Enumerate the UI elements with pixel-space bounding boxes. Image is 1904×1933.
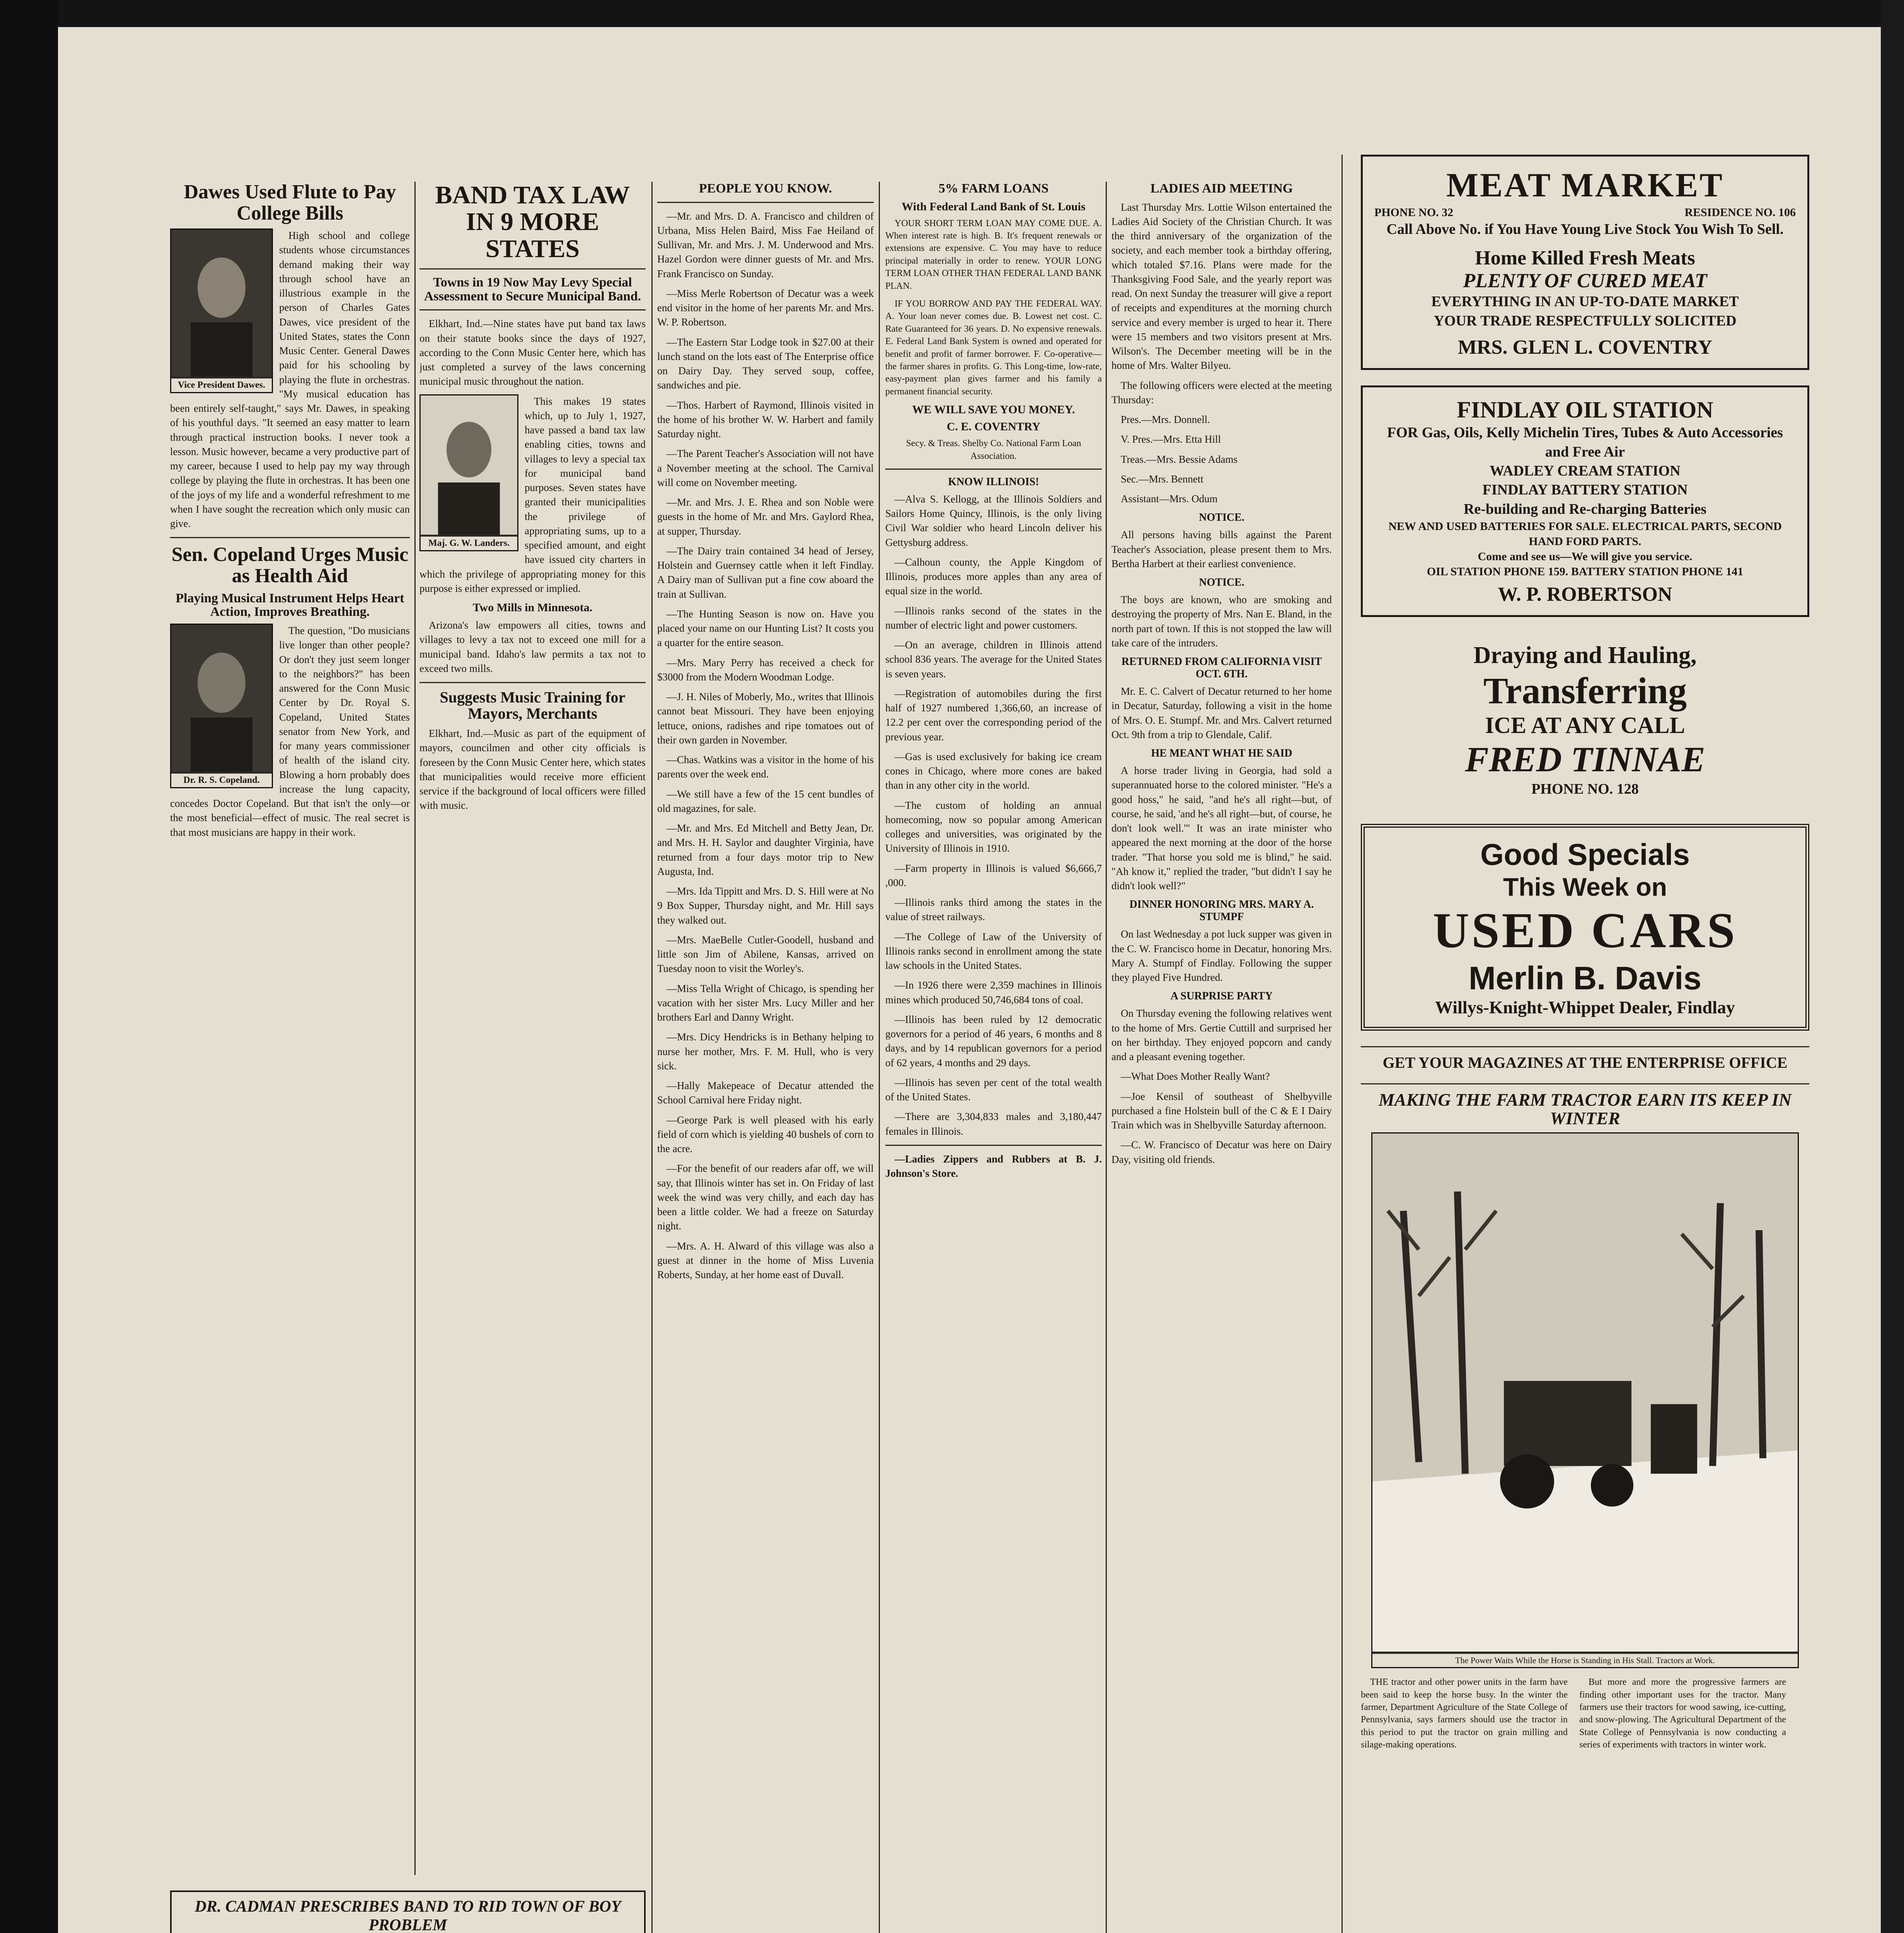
list-item: Treas.—Mrs. Bessie Adams	[1121, 453, 1238, 465]
copeland-body: The question, "Do musicians live longer than other people? Or don't they just seem longer to the neighbors?" has been answered for the Conn Music Center by Dr. Royal S. Copeland, United States senator from New York, and for many years commissioner of health of the island city. Blowing a horn probably does increase the lung capacity, concedes Doctor Copeland. But that isn't the only—or the most beneficial—effect of music. The real secret is that most musicians are happy in their work.	[170, 625, 410, 838]
dinner-body: On last Wednesday a pot luck supper was given in the C. W. Francisco home in Decatur, honoring Mrs. Mary A. Stumpf of Findlay. Following the supper they played Five Hundred.	[1111, 928, 1332, 984]
cadman-headline: DR. CADMAN PRESCRIBES BAND TO RID TOWN OF BOY PROBLEM	[170, 1890, 646, 1933]
notice-headline: NOTICE.	[1199, 511, 1244, 524]
list-item: —Calhoun county, the Apple Kingdom of Illinois, produces more apples than any area of equal size in the world.	[885, 556, 1102, 597]
list-item: Pres.—Mrs. Donnell.	[1121, 414, 1210, 426]
list-item: Assistant—Mrs. Odum	[1121, 493, 1218, 505]
tractor-body: THE tractor and other power units in the farm have been said to keep the horse busy. In the winter the farmer, Department Agriculture of the State College of Pennsylvania, says farmers should use the tractor in this period to put the tractor on grain milling and silage-making operations.	[1361, 1677, 1568, 1750]
column-2	[419, 182, 646, 1883]
list-item: —Gas is used exclusively for baking ice cream cones in Chicago, where more cones are baked than in any other city in the world.	[885, 750, 1102, 791]
copeland-headline: Sen. Copeland Urges Music as Health Aid	[171, 544, 409, 587]
list-item: —Mrs. MaeBelle Cutler-Goodell, husband and little son Jim of Abilene, Kansas, arrived on Tuesday noon to visit the Worley's.	[657, 934, 874, 975]
music-training-headline: Suggests Music Training for Mayors, Merchants	[440, 689, 626, 723]
list-item: —Hally Makepeace of Decatur attended the School Carnival here Friday night.	[657, 1080, 874, 1106]
meat-phone: PHONE NO. 32	[1374, 206, 1454, 219]
list-item: —Mr. and Mrs. D. A. Francisco and children of Urbana, Miss Helen Baird, Miss Fae Heiland of Sullivan, Mr. and Mrs. J. M. Underwood and Mrs. Hazel Gordon were dinner guests of Mr. and Mrs. Frank Francisco on Sunday.	[657, 210, 874, 280]
meat-line-3: PLENTY OF CURED MEAT	[1463, 270, 1707, 292]
list-item: —What Does Mother Really Want?	[1121, 1070, 1270, 1082]
scan-border-top	[0, 0, 1904, 27]
dawes-body: High school and college students whose circumstances demand making their way through school have an illustrious example in the person of Charles Gates Dawes, vice president of the United States, states the Conn Music Center. General Dawes paid for his schooling by playing the flute in orchestras. "My musical education has been entirely self-taught," says Mr. Dawes, in speaking of his youthful days. "It seemed an easy matter to learn through practical instruction books. I never took a lesson. Music however, became a very productive part of my career, because I used to help pay my way through college by playing the flute in orchestras. It has been one of the joys of my life and a wonderful refreshment to me when I have sought the recreation which only music can give.	[170, 230, 410, 530]
magazines-notice: GET YOUR MAGAZINES AT THE ENTERPRISE OFFICE	[1382, 1053, 1788, 1071]
list-item: —Alva S. Kellogg, at the Illinois Soldiers and Sailors Home Quincy, Illinois, is the only living Civil War soldier who heard Lincoln deliver his Gettysburg address.	[885, 493, 1102, 548]
tractor-body-2: But more and more the progressive farmers are finding other important uses for the tractor. Many farmers use their tractors for wood sawing, ice-cutting, and snow-plowing. The Agricultural Department of the State College of Pennsylvania is now conducting a series of experiments with tractors in winter work.	[1579, 1677, 1786, 1750]
dray-owner: FRED TINNAE	[1465, 740, 1705, 779]
surprise-party-headline: A SURPRISE PARTY	[1170, 990, 1273, 1002]
meat-owner: MRS. GLEN L. COVENTRY	[1457, 336, 1713, 359]
know-illinois-list	[885, 492, 1102, 1139]
list-item: —J. H. Niles of Moberly, Mo., writes that Illinois cannot beat Missouri. They have been enjoying lettuce, onions, radishes and ripe tomatoes out of their own garden in November.	[657, 691, 874, 746]
california-body: Mr. E. C. Calvert of Decatur returned to her home in Decatur, Saturday, following a visit in the home of Mrs. O. E. Stumpf. Mr. and Mrs. Calvert returned Oct. 9th from a trip to Glendale, Calif.	[1111, 685, 1332, 740]
officers-list	[1111, 413, 1332, 506]
column-5	[1111, 182, 1332, 1933]
dinner-headline: DINNER HONORING MRS. MARY A. STUMPF	[1129, 898, 1314, 923]
portrait-icon	[171, 625, 272, 772]
tractor-photo	[1371, 1132, 1799, 1668]
band-tax-body-2: This makes 19 states which, up to July 1, 1927, have passed a band tax law enabling cities, towns and villages to levy a special tax for municipal band purposes. Seven states have granted their municipalities the privilege of appropriating sums, up to a specified amount, and eight have issued city charters in which the privilege of appropriating money for this purpose is either expressed or implied.	[419, 395, 646, 594]
list-item: —George Park is well pleased with his early field of corn which is yielding 40 bushels of corn to the acre.	[657, 1114, 874, 1155]
meat-line-1: Call Above No. if You Have Young Live Stock You Wish To Sell.	[1386, 221, 1784, 237]
notice-body-2: The boys are known, who are smoking and destroying the property of Mrs. Nan E. Bland, in the north part of town. If this is not stopped the law will take care of the intruders.	[1111, 594, 1332, 649]
list-item: —Miss Tella Wright of Chicago, is spending her vacation with her sister Mrs. Lucy Miller and her brothers Earl and Danny Wright.	[657, 982, 874, 1023]
divider	[419, 268, 646, 269]
dawes-photo-caption: Vice President Dawes.	[171, 378, 272, 392]
used-cars-ad	[1361, 824, 1809, 1031]
list-item: —Mrs. Ida Tippitt and Mrs. D. S. Hill were at No 9 Box Supper, Thursday night, and Mr. Hill says they walked out.	[657, 885, 874, 926]
farm-loans-subhead: With Federal Land Bank of St. Louis	[902, 200, 1086, 213]
list-item: —Illinois ranks third among the states in the value of street railways.	[885, 897, 1102, 923]
column-rule	[651, 182, 653, 1933]
know-illinois-headline: KNOW ILLINOIS!	[948, 476, 1039, 488]
copeland-photo-caption: Dr. R. S. Copeland.	[171, 774, 272, 787]
ladies-aid-body: Last Thursday Mrs. Lottie Wilson entertained the Ladies Aid Society of the Christian Church. It was the third anniversary of the organization of the society, and each member took a birthday offering, which totaled $7.16. Plans were made for the Thanksgiving Food Sale, and the yearly report was read. On next Sunday the treasurer will give a report of receipts and expenditures at the morning church service and every member is urged to hear it. There were 15 members and two visitors present at Mrs. Wilson's. The December meeting will be in the home of Mrs. Walter Bilyeu.	[1111, 201, 1332, 372]
meat-line-5: YOUR TRADE RESPECTFULLY SOLICITED	[1434, 312, 1737, 329]
column-rule	[1106, 182, 1107, 1933]
agent-title: Secy. & Treas. Shelby Co. National Farm Loan Association.	[906, 438, 1081, 461]
column-1	[170, 182, 410, 1883]
list-item: —On an average, children in Illinois attend school 836 years. The average for the United States is seven years.	[885, 639, 1102, 680]
oil-line-7: OIL STATION PHONE 159. BATTERY STATION PHONE 141	[1427, 565, 1744, 578]
advertisements-column	[1361, 155, 1809, 1756]
meat-line-2: Home Killed Fresh Meats	[1475, 247, 1695, 269]
landers-photo	[419, 394, 518, 551]
meat-residence: RESIDENCE NO. 106	[1684, 206, 1796, 219]
farm-loans-body: YOUR SHORT TERM LOAN MAY COME DUE. A. When interest rate is high. B. It's frequent renewals or extensions are expensive. C. You may have to reduce principal materially in order to renew. YOUR LONG TERM LOAN OTHER THAN FEDERAL LAND BANK PLAN.	[885, 218, 1102, 291]
cadman-story	[170, 1890, 646, 1933]
band-tax-body-3: Arizona's law empowers all cities, towns and villages to levy a tax not to exceed one mill for a municipal band. Idaho's law permits a tax not to exceed two mills.	[419, 619, 646, 674]
column-rule	[414, 182, 416, 1875]
list-item: Sec.—Mrs. Bennett	[1121, 473, 1203, 485]
oil-station-ad	[1361, 385, 1809, 617]
list-item: —Farm property in Illinois is valued $6,666,7 ,000.	[885, 862, 1102, 888]
oil-line-1: FOR Gas, Oils, Kelly Michelin Tires, Tubes & Auto Accessories and Free Air	[1387, 424, 1783, 460]
divider	[170, 537, 410, 538]
tractor-caption: The Power Waits While the Horse is Standing in His Stall. Tractors at Work.	[1372, 1654, 1798, 1667]
col5-short-items	[1111, 1069, 1332, 1167]
dray-line-2: Transferring	[1483, 670, 1687, 712]
list-item: —The Parent Teacher's Association will not have a November meeting at the school. The Carnival will come on November meeting.	[657, 448, 874, 488]
divider	[1361, 1046, 1809, 1047]
zippers-notice: —Ladies Zippers and Rubbers at B. J. Johnson's Store.	[885, 1153, 1102, 1180]
farm-loans-body-2: IF YOU BORROW AND PAY THE FEDERAL WAY. A. Your loan never comes due. B. Lowest net cost. C. Rate Guaranteed for 36 years. D. No expensive renewals. E. Federal Land Bank System is owned and operated for benefit and profit of farmer borrower. F. Co-operative—the farmer shares in profits. G. This Long-time, low-rate, easy-payment plan gives farmer and his family a permanent financial security.	[885, 299, 1102, 397]
music-training-body: Elkhart, Ind.—Music as part of the equipment of mayors, councilmen and other city officials is foreseen by the Conn Music Center here, which states that municipalities would receive more efficient service if the background of local officers were filled with music.	[419, 728, 646, 811]
divider	[885, 469, 1102, 470]
divider	[657, 202, 874, 203]
column-3	[657, 182, 874, 1933]
tractor-headline: MAKING THE FARM TRACTOR EARN ITS KEEP IN WINTER	[1378, 1089, 1792, 1128]
winter-farm-icon	[1372, 1134, 1798, 1652]
list-item: —Mrs. A. H. Alward of this village was also a guest at dinner in the home of Miss Luvenia Roberts, Sunday, at her home east of Duvall.	[657, 1240, 874, 1281]
list-item: —We still have a few of the 15 cent bundles of old magazines, for sale.	[657, 788, 874, 814]
cars-line-2: This Week on	[1503, 872, 1667, 901]
list-item: —Registration of automobiles during the first half of 1927 numbered 1,366,60, an increase of 12.2 per cent over the corresponding period of the previous year.	[885, 687, 1102, 743]
list-item: V. Pres.—Mrs. Etta Hill	[1121, 433, 1221, 445]
agent-name: C. E. COVENTRY	[946, 420, 1041, 433]
people-you-know-list	[657, 209, 874, 1282]
notice-headline-2: NOTICE.	[1199, 576, 1244, 589]
oil-line-2: WADLEY CREAM STATION	[1490, 462, 1681, 479]
cars-line-1: Good Specials	[1480, 837, 1690, 871]
divider	[419, 682, 646, 683]
horse-trader-body: A horse trader living in Georgia, had sold a superannuated horse to the colored minister. "He's a good hoss," he said, "and he's all right—but, of course, he said, 'and he's all right—but, of course, he don't look well.'" It was an irate minister who appeared the next morning at the door of the horse trader. "That horse you sold me is blind," he said. "Ah know it," replied the trader, "but didn't I say he didn't look well?"	[1111, 765, 1332, 892]
oil-line-5: NEW AND USED BATTERIES FOR SALE. ELECTRICAL PARTS, SECOND HAND FORD PARTS.	[1388, 520, 1782, 548]
list-item: —The Hunting Season is now on. Have you placed your name on our Hunting List? It costs you a quarter for the entire season.	[657, 608, 874, 649]
list-item: —The custom of holding an annual homecoming, now so popular among American colleges and universities, was originated by the University of Illinois in 1910.	[885, 799, 1102, 854]
column-rule	[1341, 155, 1343, 1933]
minnesota-subhead: Two Mills in Minnesota.	[472, 601, 593, 614]
list-item: —Illinois ranks second of the states in the number of electric light and power customers.	[885, 605, 1102, 631]
list-item: —The Eastern Star Lodge took in $27.00 at their lunch stand on the lots east of The Enterprise office on Dairy Day. They served soup, coffee, sandwiches and pie.	[657, 336, 874, 391]
divider	[419, 309, 646, 310]
draying-ad	[1361, 632, 1809, 808]
oil-line-6: Come and see us—We will give you service.	[1478, 550, 1693, 563]
column-4	[885, 182, 1102, 1933]
dawes-headline: Dawes Used Flute to Pay College Bills	[184, 182, 396, 224]
landers-photo-caption: Maj. G. W. Landers.	[421, 537, 517, 550]
list-item: —The Dairy train contained 34 head of Jersey, Holstein and Guernsey cattle when it left Findlay. A Dairy man of Sullivan put a fine cow aboard the train at Sullivan.	[657, 545, 874, 600]
meat-line-4: EVERYTHING IN AN UP-TO-DATE MARKET	[1431, 293, 1739, 310]
divider	[1361, 1083, 1809, 1084]
list-item: —Mr. and Mrs. Ed Mitchell and Betty Jean, Dr. and Mrs. H. H. Saylor and daughter Virginia, have returned from a four days motor trip to New Augusta, Ind.	[657, 822, 874, 877]
list-item: —In 1926 there were 2,359 machines in Illinois mines which produced 50,746,684 tons of coal.	[885, 979, 1102, 1006]
portrait-icon	[421, 395, 517, 535]
list-item: —For the benefit of our readers afar off, we will say, that Illinois winter has set in. On Friday of last week the wind was very chilly, and each day has been a little colder. We had a freeze on Saturday night.	[657, 1163, 874, 1232]
oil-line-3: FINDLAY BATTERY STATION	[1482, 482, 1688, 498]
list-item: —There are 3,304,833 males and 3,180,447 females in Illinois.	[885, 1111, 1102, 1137]
dray-line-1: Draying and Hauling,	[1473, 642, 1697, 669]
meat-market-ad	[1361, 155, 1809, 370]
list-item: —Illinois has been ruled by 12 democratic governors for a period of 46 years, 6 months and 8 days, and by 14 republican governors for a period of 62 years, 4 months and 29 days.	[885, 1013, 1102, 1069]
cars-line-4: Willys-Knight-Whippet Dealer, Findlay	[1435, 997, 1735, 1017]
divider	[885, 1145, 1102, 1146]
list-item: —Mr. and Mrs. J. E. Rhea and son Noble were guests in the home of Mr. and Mrs. Gaylord Rhea, at supper, Thursday.	[657, 496, 874, 537]
cars-dealer: Merlin B. Davis	[1468, 960, 1702, 996]
oil-title: FINDLAY OIL STATION	[1457, 397, 1713, 423]
oil-line-4: Re-building and Re-charging Batteries	[1463, 501, 1707, 517]
band-tax-subhead: Towns in 19 Now May Levy Special Assessment to Secure Municipal Band.	[424, 275, 641, 303]
list-item: —Thos. Harbert of Raymond, Illinois visited in the home of his brother W. W. Harbert and family Saturday night.	[657, 399, 874, 440]
portrait-icon	[171, 230, 272, 377]
surprise-party-body: On Thursday evening the following relatives went to the home of Mrs. Gertie Cuttill and surprised her on her birthday. They enjoyed popcorn and candy and a pleasant evening together.	[1111, 1007, 1332, 1063]
band-tax-body: Elkhart, Ind.—Nine states have put band tax laws on their statute books since the days of 1927, according to the Conn Music Center here, which has just completed a survey of the laws concerning municipal music throughout the nation.	[419, 318, 646, 387]
farm-tractor-story	[1361, 1091, 1809, 1757]
ladies-aid-headline: LADIES AID MEETING	[1150, 182, 1293, 196]
list-item: —Illinois has seven per cent of the total wealth of the United States.	[885, 1076, 1102, 1103]
copeland-subhead: Playing Musical Instrument Helps Heart Action, Improves Breathing.	[176, 591, 404, 619]
list-item: —The College of Law of the University of Illinois ranks second in enrollment among the state law schools in the United States.	[885, 931, 1102, 972]
scan-border-right	[1881, 0, 1904, 1933]
california-headline: RETURNED FROM CALIFORNIA VISIT OCT. 6TH.	[1121, 656, 1322, 680]
copeland-photo	[170, 624, 273, 788]
oil-owner: W. P. ROBERTSON	[1498, 583, 1672, 606]
list-item: —Mrs. Mary Perry has received a check for $3000 from the Modern Woodman Lodge.	[657, 656, 874, 683]
officers-intro: The following officers were elected at the meeting Thursday:	[1111, 379, 1332, 406]
band-tax-headline: BAND TAX LAW IN 9 MORE STATES	[435, 182, 630, 263]
cars-line-3: USED CARS	[1433, 902, 1737, 958]
list-item: —Miss Merle Robertson of Decatur was a week end visitor in the home of her parents Mr. and Mrs. W. P. Robertson.	[657, 287, 874, 328]
meat-market-title: MEAT MARKET	[1446, 167, 1724, 204]
scan-border-left	[0, 0, 58, 1933]
dray-phone: PHONE NO. 128	[1531, 781, 1639, 798]
horse-trader-headline: HE MEANT WHAT HE SAID	[1151, 747, 1292, 760]
list-item: —Joe Kensil of southeast of Shelbyville purchased a fine Holstein bull of the C & E I Dairy Train which was in Shelbyville Saturday afternoon.	[1111, 1090, 1332, 1131]
people-you-know-headline: PEOPLE YOU KNOW.	[699, 182, 832, 196]
dawes-photo	[170, 228, 273, 393]
list-item: —Mrs. Dicy Hendricks is in Bethany helping to nurse her mother, Mrs. F. M. Hull, who is very sick.	[657, 1031, 874, 1072]
farm-loans-headline: 5% FARM LOANS	[938, 182, 1049, 196]
notice-body: All persons having bills against the Parent Teacher's Association, please present them to Mrs. Bertha Harbert at their earliest convenience.	[1111, 529, 1332, 569]
column-rule	[879, 182, 880, 1933]
list-item: —Chas. Watkins was a visitor in the home of his parents over the week end.	[657, 754, 874, 780]
list-item: —C. W. Francisco of Decatur was here on Dairy Day, visiting old friends.	[1111, 1139, 1332, 1165]
dray-line-3: ICE AT ANY CALL	[1485, 713, 1685, 738]
save-money-line: WE WILL SAVE YOU MONEY.	[912, 403, 1075, 416]
